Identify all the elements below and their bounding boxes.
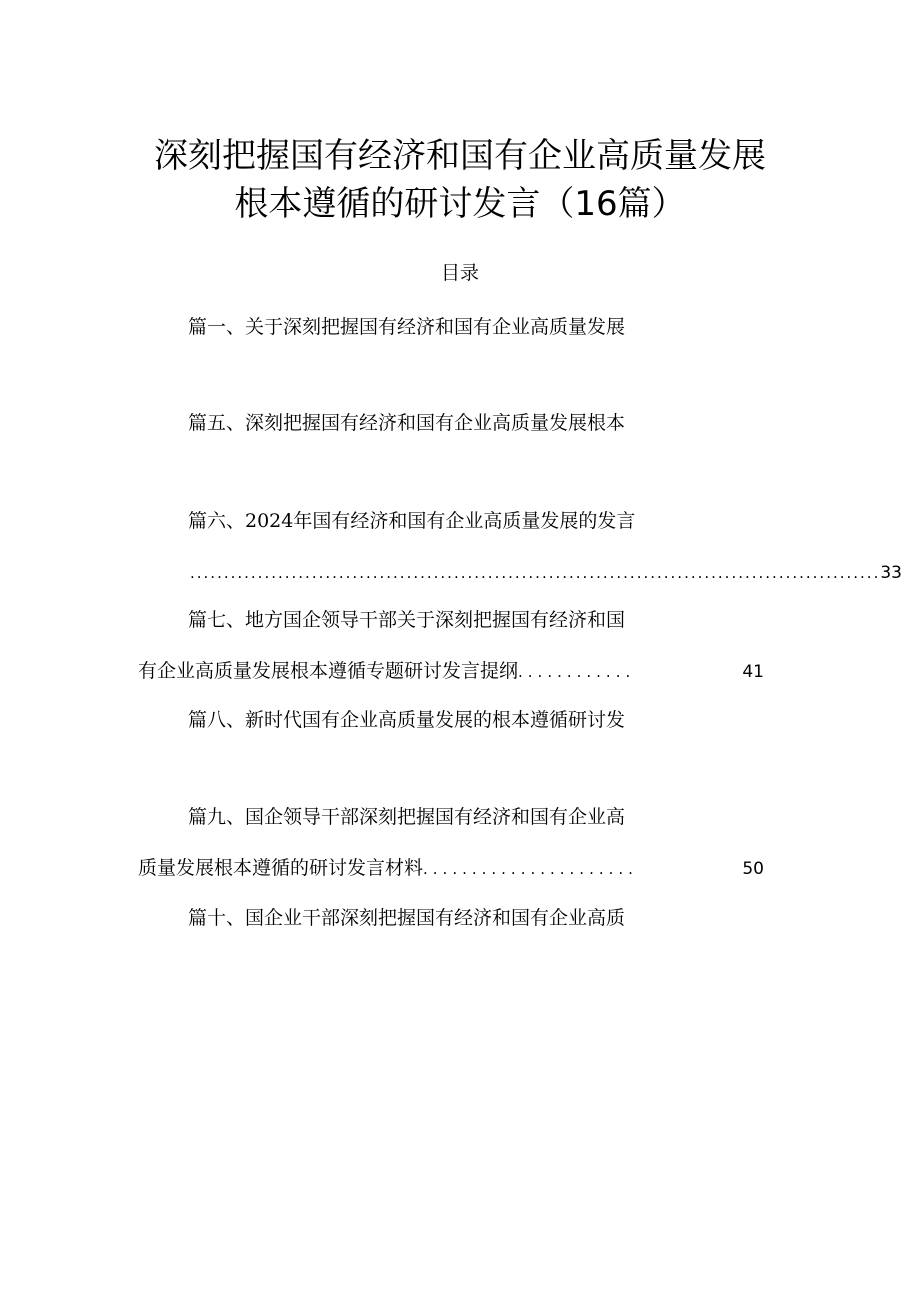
toc-page-number: 41 xyxy=(742,662,764,682)
toc-dot-leader: ...................... xyxy=(423,860,638,878)
toc-entry-9-continuation-row xyxy=(138,854,764,883)
toc-dot-leader: ............ xyxy=(518,663,636,681)
toc-entry-7-continuation-row xyxy=(138,657,764,686)
toc-entry-9-continuation: 质量发展根本遵循的研讨发言材料 xyxy=(138,857,424,879)
document-title-line-2: 根本遵循的研讨发言（16篇） xyxy=(234,184,686,224)
toc-entry-6-leader-row xyxy=(190,559,902,587)
toc-page-number: 50 xyxy=(742,859,764,879)
toc-entry-7-continuation: 有企业高质量发展根本遵循专题研讨发言提纲 xyxy=(138,660,519,682)
toc-heading: 目录 xyxy=(440,262,479,284)
toc-page-number: 33 xyxy=(880,563,902,583)
document-title-line-1: 深刻把握国有经济和国有企业高质量发展 xyxy=(154,136,766,176)
toc-entry-10[interactable]: 篇十、国企业干部深刻把握国有经济和国有企业高质 xyxy=(188,907,626,929)
toc-entry-8[interactable]: 篇八、新时代国有企业高质量发展的根本遵循研讨发 xyxy=(188,709,626,731)
toc-entry-7[interactable]: 篇七、地方国企领导干部关于深刻把握国有经济和国 xyxy=(188,609,626,631)
toc-dot-leader: ...................................................................................................... xyxy=(190,564,881,582)
toc-entry-5[interactable]: 篇五、深刻把握国有经济和国有企业高质量发展根本 xyxy=(188,412,626,434)
toc-entry-6[interactable]: 篇六、2024年国有经济和国有企业高质量发展的发言 xyxy=(188,510,636,532)
toc-entry-9[interactable]: 篇九、国企领导干部深刻把握国有经济和国有企业高 xyxy=(188,806,626,828)
toc-entry-1[interactable]: 篇一、关于深刻把握国有经济和国有企业高质量发展 xyxy=(188,316,626,338)
